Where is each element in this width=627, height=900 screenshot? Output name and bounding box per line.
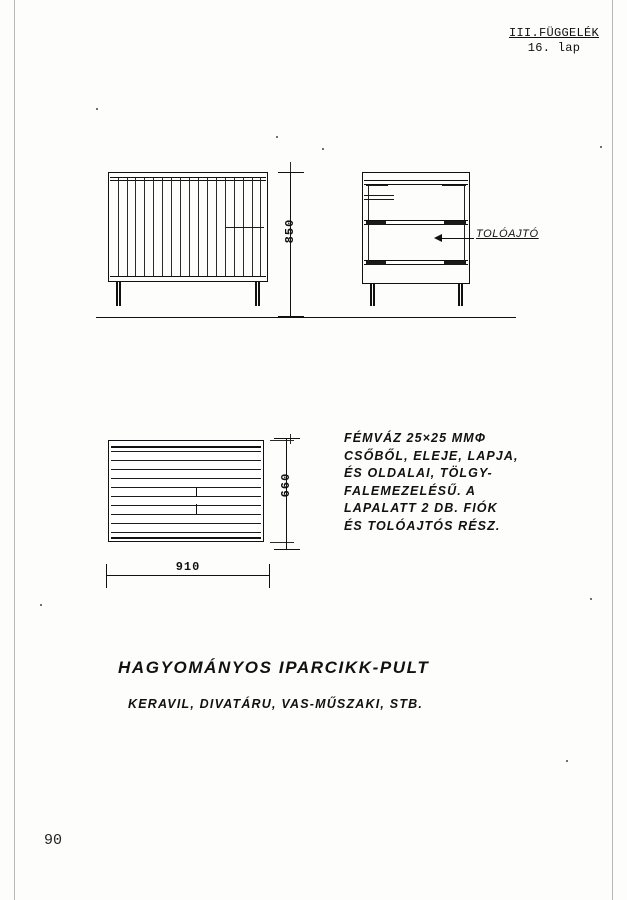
plan-band xyxy=(111,451,261,452)
panel-slat xyxy=(198,178,199,276)
cabinet-leg xyxy=(116,282,118,306)
drawing-subtitle: KERAVIL, DIVATÁRU, VAS-MŰSZAKI, STB. xyxy=(128,697,424,711)
section-detail-line xyxy=(364,199,394,200)
plan-band xyxy=(111,478,261,479)
section-hatch xyxy=(366,221,386,225)
page-rule-right xyxy=(612,0,613,900)
scan-speck xyxy=(566,760,568,762)
plan-notch xyxy=(196,487,197,497)
callout-sliding-door-label: TOLÓAJTÓ xyxy=(476,228,539,240)
cabinet-bottom-rail xyxy=(110,276,266,277)
plan-top-band xyxy=(111,446,261,448)
spec-note-line: LAPALATT 2 DB. FIÓK xyxy=(344,501,498,515)
cabinet-leg xyxy=(255,282,257,306)
scan-speck xyxy=(40,604,42,606)
panel-slat xyxy=(162,178,163,276)
plan-band xyxy=(111,523,261,524)
panel-slat xyxy=(216,178,217,276)
plan-bottom-band xyxy=(111,537,261,539)
drawing-title: HAGYOMÁNYOS IPARCIKK-PULT xyxy=(118,658,430,677)
section-hatch xyxy=(444,261,466,265)
section-leg xyxy=(461,284,463,306)
section-hatch xyxy=(444,221,466,225)
scan-speck xyxy=(276,136,278,138)
plan-band xyxy=(111,487,261,488)
spec-note-line: ÉS TOLÓAJTÓS RÉSZ. xyxy=(344,518,501,533)
dimension-label-660: 660 xyxy=(279,472,293,498)
plan-band xyxy=(111,532,261,533)
spec-note-line: FÉMVÁZ 25×25 MMΦ xyxy=(344,431,487,445)
spec-note-line: FALEMEZELÉSŰ. A xyxy=(344,483,477,498)
dimension-tick-top xyxy=(274,438,300,439)
section-leg xyxy=(373,284,375,306)
panel-slat xyxy=(153,178,154,276)
dimension-axis xyxy=(106,575,270,576)
plan-elevation-drawing xyxy=(108,440,264,550)
section-internal-line xyxy=(368,225,369,261)
panel-detail-line xyxy=(226,227,264,228)
cabinet-leg xyxy=(119,282,121,306)
cabinet-leg xyxy=(258,282,260,306)
spec-note-line: ÉS OLDALAI, TÖLGY- xyxy=(344,466,493,480)
plan-band xyxy=(111,460,261,461)
front-elevation-drawing xyxy=(108,172,268,306)
section-shelf xyxy=(364,180,468,185)
section-leg xyxy=(370,284,372,306)
scan-speck xyxy=(590,598,592,600)
page-number: 90 xyxy=(44,832,63,849)
dimension-tick-top xyxy=(278,172,304,173)
dimension-height-850 xyxy=(272,168,318,320)
callout-leader-line xyxy=(438,238,474,239)
dimension-tick-bottom xyxy=(274,549,300,550)
scan-speck xyxy=(96,108,98,110)
scan-speck xyxy=(600,146,602,148)
header-sheet-label: 16. lap xyxy=(527,41,581,55)
section-internal-line xyxy=(368,186,369,220)
specification-note xyxy=(344,430,594,535)
section-hatch xyxy=(366,261,386,265)
plan-band xyxy=(111,505,261,506)
section-internal-line xyxy=(464,186,465,220)
callout-sliding-door xyxy=(438,228,558,250)
section-leg xyxy=(458,284,460,306)
header-appendix-label: III.FÜGGELÉK xyxy=(508,26,599,40)
panel-slat xyxy=(118,178,119,276)
panel-slat xyxy=(127,178,128,276)
panel-slat xyxy=(171,178,172,276)
dimension-width-910 xyxy=(100,560,276,588)
panel-slat xyxy=(180,178,181,276)
panel-slat xyxy=(189,178,190,276)
page-rule-left xyxy=(14,0,15,900)
document-header xyxy=(509,26,599,55)
scan-speck xyxy=(322,148,324,150)
dimension-height-660 xyxy=(268,432,314,554)
plan-band xyxy=(111,469,261,470)
dimension-tick-bottom xyxy=(278,316,304,317)
dimension-label-910: 910 xyxy=(175,560,201,574)
plan-band xyxy=(111,496,261,497)
plan-notch xyxy=(196,504,197,514)
panel-slat xyxy=(144,178,145,276)
plan-band xyxy=(111,514,261,515)
dimension-label-850: 850 xyxy=(283,218,297,244)
panel-slat xyxy=(207,178,208,276)
panel-slat xyxy=(135,178,136,276)
section-detail-line xyxy=(364,195,394,196)
plan-body-outline xyxy=(108,440,264,542)
spec-note-line: CSŐBŐL, ELEJE, LAPJA, xyxy=(344,448,519,463)
